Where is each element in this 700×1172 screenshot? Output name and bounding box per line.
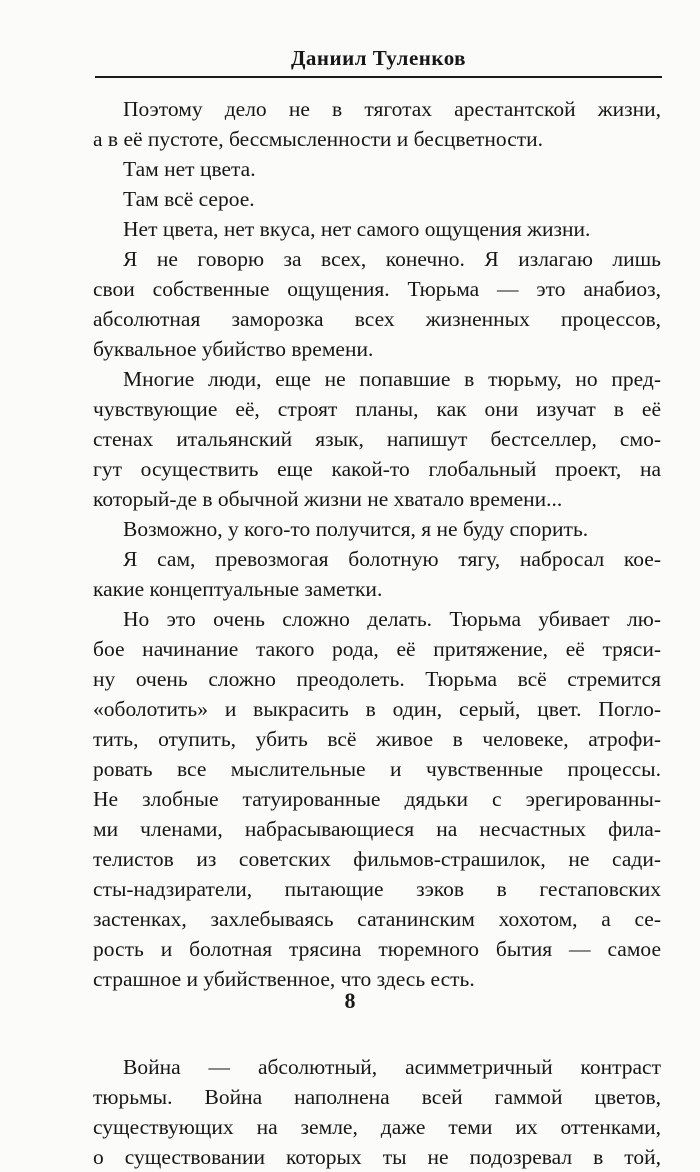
text-line: абсолютная заморозка всех жизненных процессов, <box>93 307 661 331</box>
text-line: какие концептуальные заметки. <box>93 577 383 601</box>
text-line: а в её пустоте, бессмысленности и бесцветности. <box>93 127 544 151</box>
text-line: Поэтому дело не в тяготах арестантской жизни, <box>123 97 661 121</box>
text-line: чувствующие её, строят планы, как они изучат в её <box>93 397 661 421</box>
text-line: ну очень сложно преодолеть. Тюрьма всё стремится <box>93 667 661 691</box>
text-line: Я не говорю за всех, конечно. Я излагаю лишь <box>123 247 661 271</box>
text-line: тюрьмы. Война наполнена всей гаммой цветов, <box>93 1085 661 1109</box>
text-line: Возможно, у кого-то получится, я не буду спорить. <box>123 517 589 541</box>
text-line: ровать все мыслительные и чувственные процессы. <box>93 757 661 781</box>
text-line: тить, отупить, убить всё живое в человеке, атрофи- <box>93 727 661 751</box>
text-line: гут осуществить еще какой-то глобальный проект, на <box>93 457 661 481</box>
text-line: Война — абсолютный, асимметричный контраст <box>123 1055 661 1079</box>
text-line: свои собственные ощущения. Тюрьма — это анабиоз, <box>93 277 661 301</box>
text-line: сты-надзиратели, пытающие зэков в гестаповских <box>93 877 661 901</box>
text-line: Многие люди, еще не попавшие в тюрьму, но пред- <box>123 367 661 391</box>
text-line: рость и болотная трясина тюремного бытия — самое <box>93 937 661 961</box>
text-line: о существовании которых ты не подозревал в той, <box>93 1145 661 1169</box>
text-line: «оболотить» и выкрасить в один, серый, цвет. Погло- <box>93 697 661 721</box>
page-number: 8 <box>344 988 356 1013</box>
text-line: Я сам, превозмогая болотную тягу, набросал кое- <box>123 547 661 571</box>
text-line: ми членами, набрасывающиеся на несчастных фила- <box>93 817 661 841</box>
text-line: бое начинание такого рода, её притяжение, её тряси- <box>93 637 661 661</box>
header-rule <box>95 76 662 78</box>
text-line: Нет цвета, нет вкуса, нет самого ощущения жизни. <box>123 217 591 241</box>
running-header-author: Даниил Туленков <box>290 46 467 70</box>
text-line: буквальное убийство времени. <box>93 337 374 361</box>
text-line: страшное и убийственное, что здесь есть. <box>93 967 475 991</box>
text-line: существующих на земле, даже теми их оттенками, <box>93 1115 661 1139</box>
text-line: застенках, захлебываясь сатанинским хохотом, а се- <box>93 907 661 931</box>
text-line: Там нет цвета. <box>123 157 256 181</box>
text-line: Но это очень сложно делать. Тюрьма убивает лю- <box>123 607 661 631</box>
text-line: который-де в обычной жизни не хватало времени... <box>93 487 563 511</box>
text-line: Там всё серое. <box>123 187 255 211</box>
text-line: телистов из советских фильмов-страшилок, не сади- <box>93 847 661 871</box>
text-line: Не злобные татуированные дядьки с эрегированны- <box>93 787 661 811</box>
text-line: стенах итальянский язык, напишут бестселлер, смо- <box>93 427 661 451</box>
